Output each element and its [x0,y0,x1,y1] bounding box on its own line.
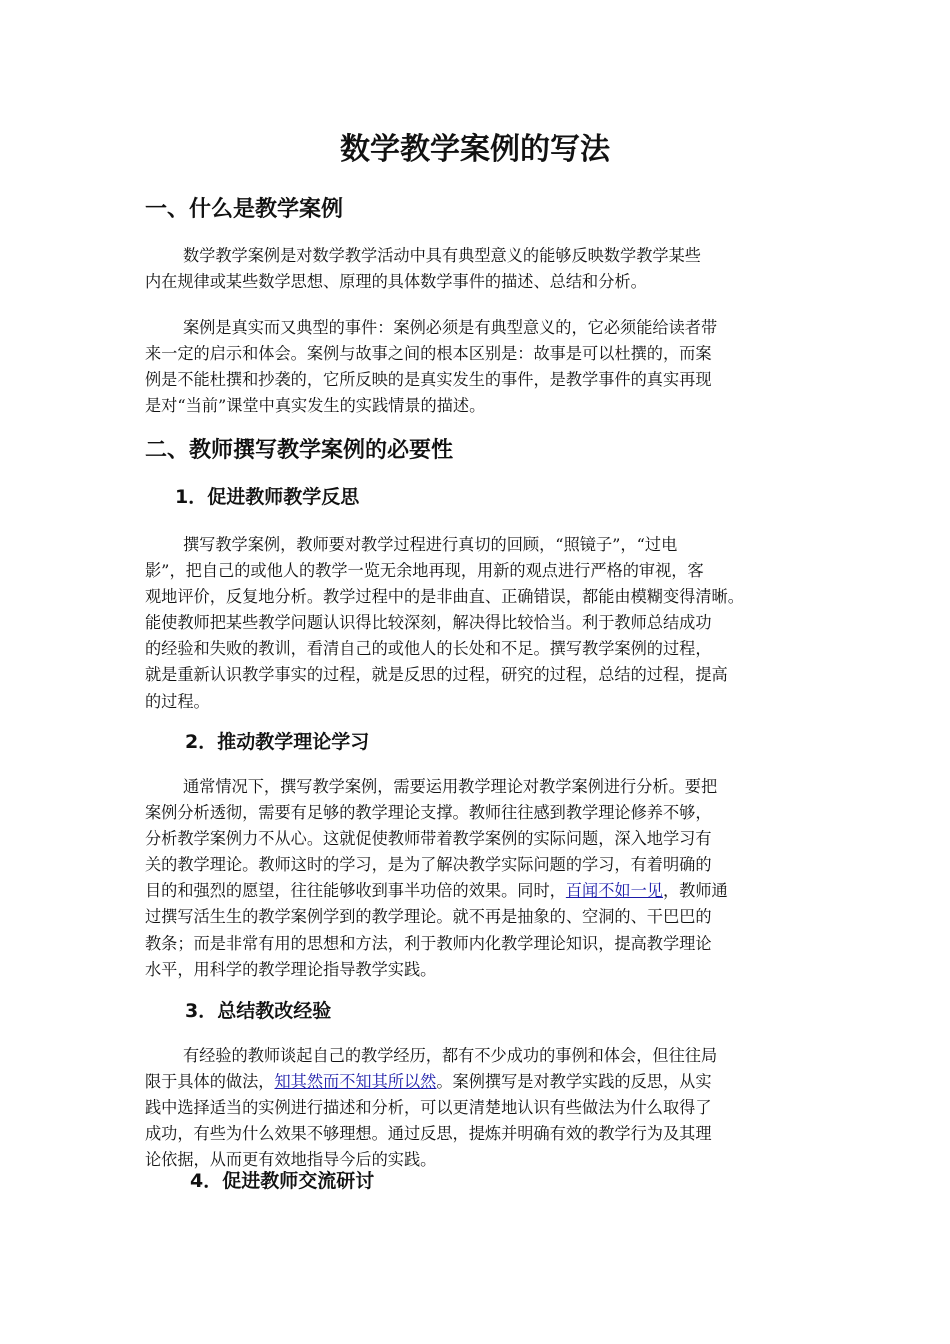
text-line: 的过程。 [145,691,210,711]
text-line [145,1069,805,1095]
text-line: 论依据，从而更有效地指导今后的实践。 [145,1150,437,1170]
text-line: 案例分析透彻，需要有足够的教学理论支撑。教师往往感到教学理论修养不够， [145,803,712,823]
text-line: 过撰写活生生的教学案例学到的教学理论。就不再是抽象的、空洞的、干巴巴的 [145,907,712,927]
text-line: 就是重新认识教学事实的过程，就是反思的过程，研究的过程，总结的过程，提高 [145,665,728,685]
text-line: 例是不能杜撰和抄袭的，它所反映的是真实发生的事件，是教学事件的真实再现 [145,370,712,390]
subsection-heading-4: 4．促进教师交流研讨 [190,1170,375,1192]
text-line: 影”，把自己的或他人的教学一览无余地再现，用新的观点进行严格的审视，客 [145,561,704,581]
section-heading-2: 二、教师撰写教学案例的必要性 [145,438,454,463]
text-line: 水平，用科学的教学理论指导教学实践。 [145,959,437,979]
text-line: 撰写教学案例，教师要对教学过程进行真切的回顾，“照镜子”，“过电 [183,535,678,554]
text-line: 数学教学案例是对数学教学活动中具有典型意义的能够反映数学教学某些 [183,246,701,265]
text-segment: 目的和强烈的愿望，往往能够收到事半功倍的效果。同时， [145,881,566,901]
subsection-heading-3: 3．总结教改经验 [185,1000,332,1022]
paragraph-3 [145,532,805,715]
text-line: 内在规律或某些数学思想、原理的具体数学事件的描述、总结和分析。 [145,272,647,292]
text-line: 成功，有些为什么效果不够理想。通过反思，提炼并明确有效的教学行为及其理 [145,1124,712,1144]
text-line: 通常情况下，撰写教学案例，需要运用教学理论对教学案例进行分析。要把 [183,777,718,796]
text-line: 能使教师把某些教学问题认识得比较深刻，解决得比较恰当。利于教师总结成功 [145,613,712,633]
text-segment: 。案例撰写是对教学实践的反思，从实 [436,1072,712,1092]
text-line: 践中选择适当的实例进行描述和分析，可以更清楚地认识有些做法为什么取得了 [145,1098,712,1118]
subsection-heading-2: 2．推动教学理论学习 [185,731,370,753]
page-title: 数学教学案例的写法 [340,132,610,167]
text-line: 是对“当前”课堂中真实发生的实践情景的描述。 [145,396,486,416]
text-line: 分析教学案例力不从心。这就促使教师带着教学案例的实际问题，深入地学习有 [145,829,712,849]
paragraph-5 [145,1043,805,1173]
paragraph-4 [145,774,805,983]
text-line: 教条；而是非常有用的思想和方法，利于教师内化教学理论知识，提高教学理论 [145,933,712,953]
section-heading-1: 一、什么是教学案例 [145,197,344,222]
text-line: 关的教学理论。教师这时的学习，是为了解决教学实际问题的学习，有着明确的 [145,855,712,875]
paragraph-2 [145,315,805,419]
text-line: 案例是真实而又典型的事件：案例必须是有典型意义的，它必须能给读者带 [183,318,718,337]
idiom-link[interactable]: 知其然而不知其所以然 [274,1072,437,1092]
text-line: 来一定的启示和体会。案例与故事之间的根本区别是：故事是可以杜撰的，而案 [145,344,712,364]
paragraph-1 [145,243,805,295]
text-line: 的经验和失败的教训，看清自己的或他人的长处和不足。撰写教学案例的过程， [145,639,712,659]
text-line: 观地评价，反复地分析。教学过程中的是非曲直、正确错误，都能由模糊变得清晰。 [145,587,744,607]
text-segment: 限于具体的做法， [145,1072,275,1092]
text-segment: ，教师通 [663,881,728,901]
idiom-link[interactable]: 百闻不如一见 [565,881,663,901]
text-line: 有经验的教师谈起自己的教学经历，都有不少成功的事例和体会，但往往局 [183,1046,718,1065]
subsection-heading-1: 1．促进教师教学反思 [175,486,360,508]
text-line [145,878,805,904]
